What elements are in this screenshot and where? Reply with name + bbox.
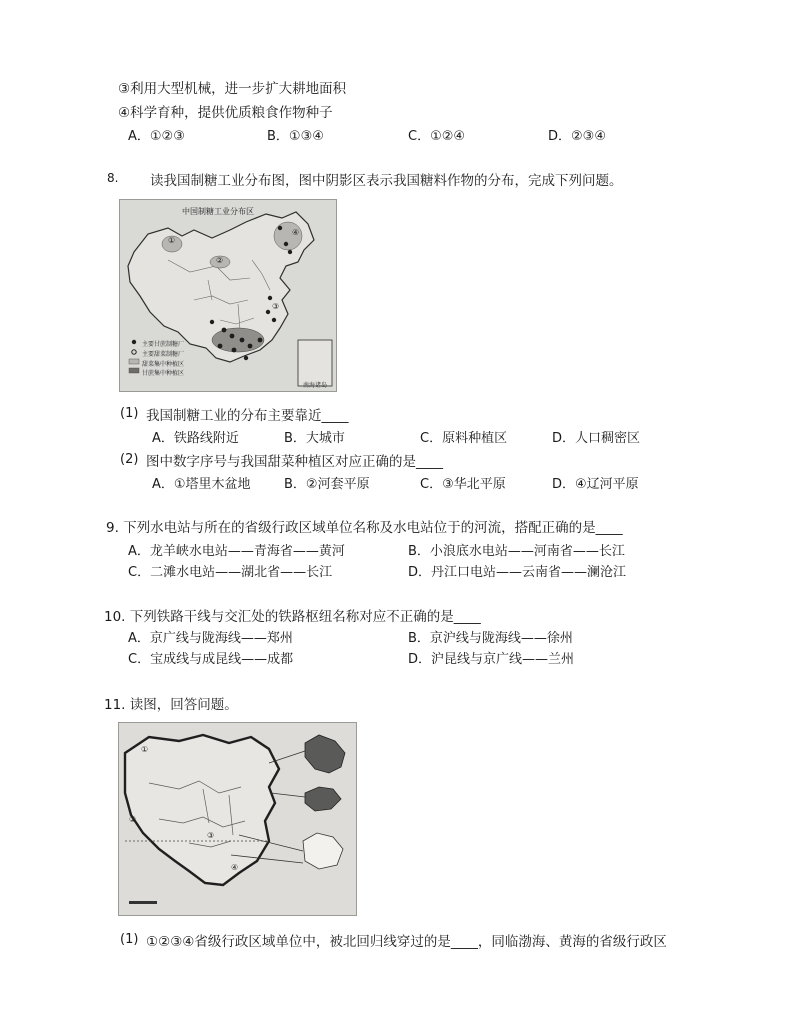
- q9-stem: 9. 下列水电站与所在的省级行政区域单位名称及水电站位于的河流，搭配正确的是____: [106, 520, 623, 536]
- q9-option-d: D．丹江口电站——云南省——澜沧江: [408, 565, 627, 580]
- q7-item4: ④科学育种，提供优质粮食作物种子: [118, 105, 333, 121]
- province-map-figure: [119, 723, 356, 915]
- q8-sub1-number: (1): [120, 406, 139, 421]
- map1-title: 中国制糖工业分布区: [182, 207, 254, 216]
- q9-option-c: C．二滩水电站——湖北省——长江: [128, 565, 333, 580]
- q8-sub2-option-d: D．④辽河平原: [552, 477, 639, 492]
- q8-sub1-stem: 我国制糖工业的分布主要靠近____: [146, 408, 349, 424]
- map1-mark-2: ②: [216, 256, 224, 265]
- q11-sub1-stem: ①②③④省级行政区域单位中，被北回归线穿过的是____，同临渤海、黄海的省级行政区: [146, 934, 667, 950]
- q10-stem: 10. 下列铁路干线与交汇处的铁路枢纽名称对应不正确的是____: [104, 609, 481, 625]
- map2-mark-3: ③: [207, 831, 215, 840]
- q8-sub1-option-a: A．铁路线附近: [152, 431, 239, 446]
- map1-inset-label: 南海诸岛: [303, 382, 328, 389]
- q10-option-d: D．沪昆线与京广线——兰州: [408, 652, 575, 667]
- q10-option-b: B．京沪线与陇海线——徐州: [408, 631, 573, 646]
- q8-sub1-option-b: B．大城市: [284, 431, 345, 446]
- map2-mark-1: ①: [141, 745, 149, 754]
- map1-mark-4: ④: [292, 228, 300, 237]
- map1-mark-3: ③: [272, 302, 280, 311]
- q8-stem: 读我国制糖工业分布图，图中阴影区表示我国糖料作物的分布，完成下列问题。: [150, 173, 623, 189]
- map1-mark-1: ①: [168, 236, 176, 245]
- q7-option-c: C．①②④: [408, 129, 466, 144]
- q8-number: 8.: [107, 171, 119, 185]
- map2-mark-4: ④: [231, 863, 239, 872]
- q8-sub2-option-c: C．③华北平原: [420, 477, 506, 492]
- q8-sub2-number: (2): [120, 452, 139, 467]
- map1-legend-1: 主要甘蔗制糖厂: [142, 341, 185, 348]
- q7-item3: ③利用大型机械，进一步扩大耕地面积: [118, 81, 347, 97]
- q11-sub1-number: (1): [120, 932, 139, 947]
- q8-sub1-option-c: C．原料种植区: [420, 431, 508, 446]
- sugar-industry-map: [119, 199, 337, 392]
- q7-option-b: B．①③④: [267, 129, 324, 144]
- map1-legend-4: 甘蔗集中种植区: [142, 370, 185, 377]
- q8-sub2-option-b: B．②河套平原: [284, 477, 370, 492]
- q8-sub1-option-d: D．人口稠密区: [552, 431, 641, 446]
- q10-option-a: A．京广线与陇海线——郑州: [128, 631, 293, 646]
- map2-mark-2: ②: [129, 815, 137, 824]
- q8-sub2-option-a: A．①塔里木盆地: [152, 477, 251, 492]
- q11-stem: 11. 读图，回答问题。: [104, 697, 238, 713]
- map1-legend-2: 主要甜菜制糖厂: [142, 351, 185, 358]
- q9-option-a: A．龙羊峡水电站——青海省——黄河: [128, 544, 345, 559]
- q8-sub2-stem: 图中数字序号与我国甜菜种植区对应正确的是____: [146, 454, 443, 470]
- q7-option-d: D．②③④: [548, 129, 606, 144]
- q7-option-a: A．①②③: [128, 129, 185, 144]
- q9-option-b: B．小浪底水电站——河南省——长江: [408, 544, 625, 559]
- province-map: [118, 722, 357, 916]
- map1-legend-3: 甜菜集中种植区: [142, 361, 185, 368]
- q10-option-c: C．宝成线与成昆线——成都: [128, 652, 294, 667]
